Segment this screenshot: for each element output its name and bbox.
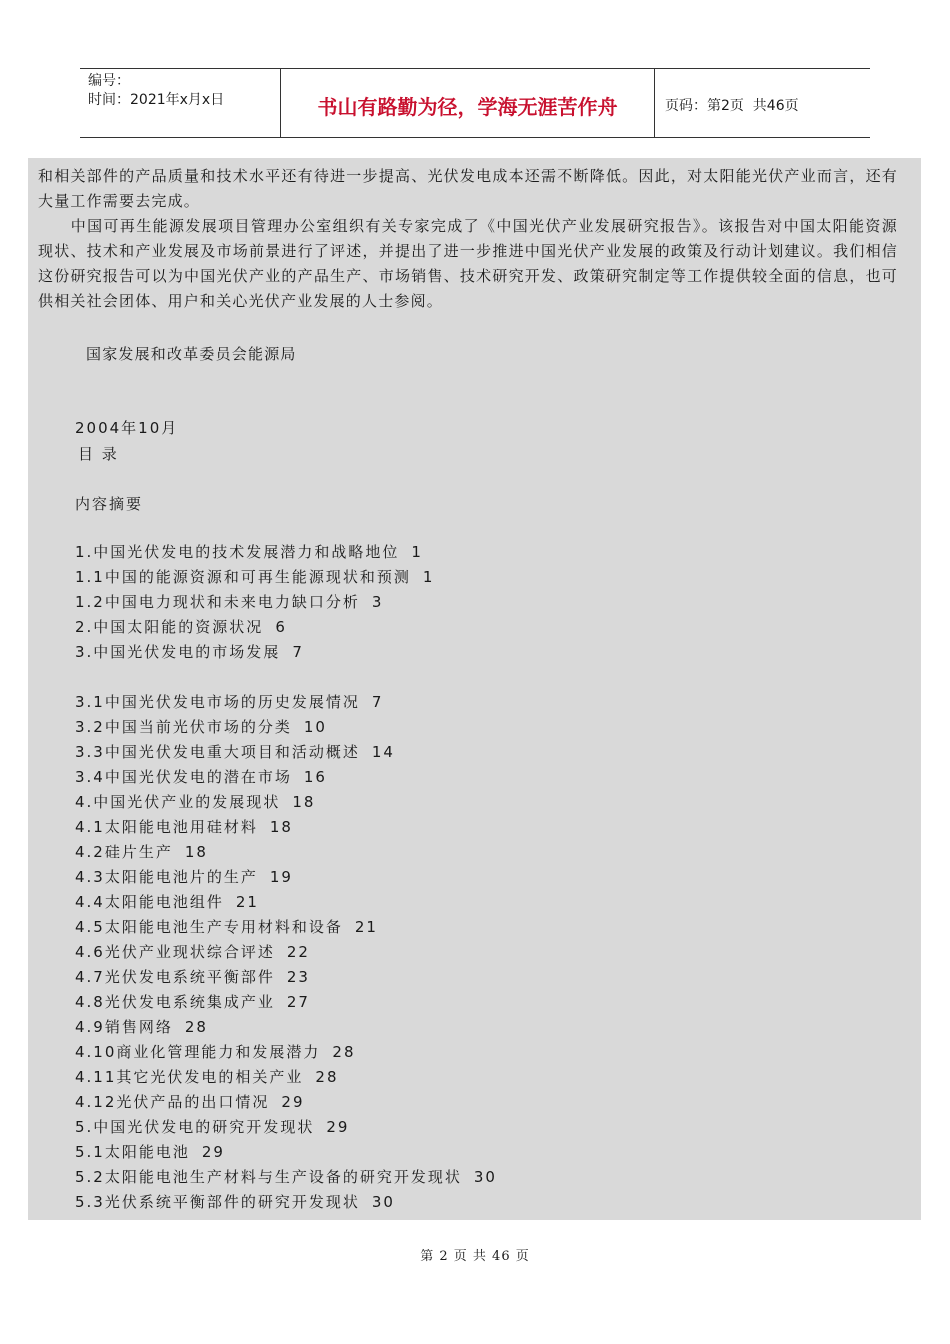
toc-entry-page: 28 — [315, 1068, 339, 1086]
toc-entry — [75, 917, 378, 937]
toc-entry-page: 29 — [281, 1093, 305, 1111]
toc-entry-title: 5.1太阳能电池 — [75, 1143, 190, 1161]
toc-entry — [75, 1167, 497, 1187]
toc-entry-title: 3.3中国光伏发电重大项目和活动概述 — [75, 743, 360, 761]
toc-entry-page: 23 — [286, 968, 310, 986]
toc-entry-title: 4.12光伏产品的出口情况 — [75, 1093, 270, 1111]
toc-entry — [75, 1117, 349, 1137]
toc-entry — [75, 892, 259, 912]
toc-entry — [75, 1092, 305, 1112]
header-motto: 书山有路勤为径，学海无涯苦作舟 — [317, 94, 618, 119]
page-header — [80, 68, 870, 138]
paragraph-intro: 和相关部件的产品质量和技术水平还有待进一步提高、光伏发电成本还需不断降低。因此，对太阳能光伏产业而言，还有大量工作需要去完成。 — [38, 167, 898, 210]
toc-entry-page: 3 — [371, 593, 384, 611]
toc-entry — [75, 942, 310, 962]
toc-entry — [75, 1142, 225, 1162]
toc-entry — [75, 967, 310, 987]
toc-entry — [75, 642, 304, 662]
paragraph-report: 中国可再生能源发展项目管理办公室组织有关专家完成了《中国光伏产业发展研究报告》。该报告对中国太阳能资源现状、技术和产业发展及市场前景进行了评述，并提出了进一步推进中国光伏产业发展的政策及行动计划建议。我们相信这份研究报告可以为中国光伏产业的产品生产、市场销售、技术研究开发、政策研究制定等工作提供较全面的信息，也可供相关社会团体、用户和关心光伏产业发展的人士参阅。 — [38, 217, 898, 310]
toc-entry — [75, 1067, 339, 1087]
toc-entry-title: 4.7光伏发电系统平衡部件 — [75, 968, 275, 986]
toc-entry-page: 16 — [303, 768, 327, 786]
toc-entry-page: 21 — [235, 893, 259, 911]
toc-entry-title: 4.8光伏发电系统集成产业 — [75, 993, 275, 1011]
time-label: 时间：2021年x月x日 — [88, 92, 225, 108]
toc-entry-title: 4.11其它光伏发电的相关产业 — [75, 1068, 304, 1086]
toc-entry-title: 2.中国太阳能的资源状况 — [75, 618, 264, 636]
toc-entry-title: 1.1中国的能源资源和可再生能源现状和预测 — [75, 568, 411, 586]
toc-entry — [75, 817, 293, 837]
toc-entry-title: 3.2中国当前光伏市场的分类 — [75, 718, 292, 736]
toc-entry-page: 28 — [184, 1018, 208, 1036]
toc-entry — [75, 867, 293, 887]
toc-entry-title: 4.6光伏产业现状综合评述 — [75, 943, 275, 961]
toc-entry — [75, 842, 208, 862]
toc-entry-title: 1.2中国电力现状和未来电力缺口分析 — [75, 593, 360, 611]
toc-title: 目 录 — [78, 445, 119, 463]
toc-entry-page: 19 — [269, 868, 293, 886]
toc-entry-page: 22 — [286, 943, 310, 961]
header-page-info-cell — [655, 69, 870, 137]
toc-entry-title: 5.中国光伏发电的研究开发现状 — [75, 1118, 315, 1136]
toc-entry — [75, 542, 423, 562]
toc-entry-page: 7 — [371, 693, 384, 711]
toc-entry — [75, 692, 383, 712]
toc-entry — [75, 1192, 395, 1212]
header-motto-cell — [281, 69, 655, 137]
toc-entry-title: 3.中国光伏发电的市场发展 — [75, 643, 281, 661]
toc-entry-page: 30 — [371, 1193, 395, 1211]
toc-entry-title: 5.2太阳能电池生产材料与生产设备的研究开发现状 — [75, 1168, 462, 1186]
toc-entry-page: 27 — [286, 993, 310, 1011]
toc-entry-page: 18 — [184, 843, 208, 861]
toc-entry-title: 4.9销售网络 — [75, 1018, 173, 1036]
toc-entry-page: 6 — [275, 618, 287, 636]
toc-entry — [75, 617, 287, 637]
toc-entry-title: 4.3太阳能电池片的生产 — [75, 868, 258, 886]
toc-entry — [75, 992, 310, 1012]
page-footer: 第 2 页 共 46 页 — [420, 1249, 530, 1264]
toc-entry — [75, 567, 434, 587]
toc-entry — [75, 717, 327, 737]
toc-summary: 内容摘要 — [75, 495, 144, 513]
content-panel — [28, 158, 921, 1220]
toc-entry-page: 29 — [326, 1118, 350, 1136]
toc-entry — [75, 742, 395, 762]
toc-entry-page: 18 — [269, 818, 293, 836]
issue-date: 2004年10月 — [75, 419, 179, 437]
toc-entry — [75, 767, 327, 787]
toc-entry-title: 5.3光伏系统平衡部件的研究开发现状 — [75, 1193, 360, 1211]
toc-entry-page: 21 — [354, 918, 378, 936]
toc-entry-page: 18 — [292, 793, 316, 811]
toc-entry-page: 29 — [201, 1143, 225, 1161]
toc-entry-page: 10 — [303, 718, 327, 736]
toc-entry-title: 4.1太阳能电池用硅材料 — [75, 818, 258, 836]
header-page-info: 页码：第2页 共46页 — [665, 98, 799, 114]
toc-entry-page: 1 — [411, 543, 423, 561]
toc-entry-page: 7 — [292, 643, 304, 661]
toc-entry-page: 1 — [422, 568, 435, 586]
toc-entry — [75, 792, 315, 812]
toc-entry — [75, 1017, 208, 1037]
toc-entry-title: 4.2硅片生产 — [75, 843, 173, 861]
toc-entry-page: 14 — [371, 743, 395, 761]
number-label: 编号： — [88, 73, 130, 89]
toc-entry-title: 4.中国光伏产业的发展现状 — [75, 793, 281, 811]
issuing-organization: 国家发展和改革委员会能源局 — [86, 345, 297, 363]
toc-entry-title: 4.4太阳能电池组件 — [75, 893, 224, 911]
toc-entry-title: 1.中国光伏发电的技术发展潜力和战略地位 — [75, 543, 400, 561]
toc-entry — [75, 592, 383, 612]
toc-entry-title: 3.1中国光伏发电市场的历史发展情况 — [75, 693, 360, 711]
toc-entry-page: 30 — [473, 1168, 497, 1186]
toc-entry-title: 4.5太阳能电池生产专用材料和设备 — [75, 918, 343, 936]
toc-entry — [75, 1042, 356, 1062]
toc-entry-page: 28 — [332, 1043, 356, 1061]
toc-entry-title: 4.10商业化管理能力和发展潜力 — [75, 1043, 321, 1061]
header-meta — [80, 69, 281, 137]
toc-entry-title: 3.4中国光伏发电的潜在市场 — [75, 768, 292, 786]
